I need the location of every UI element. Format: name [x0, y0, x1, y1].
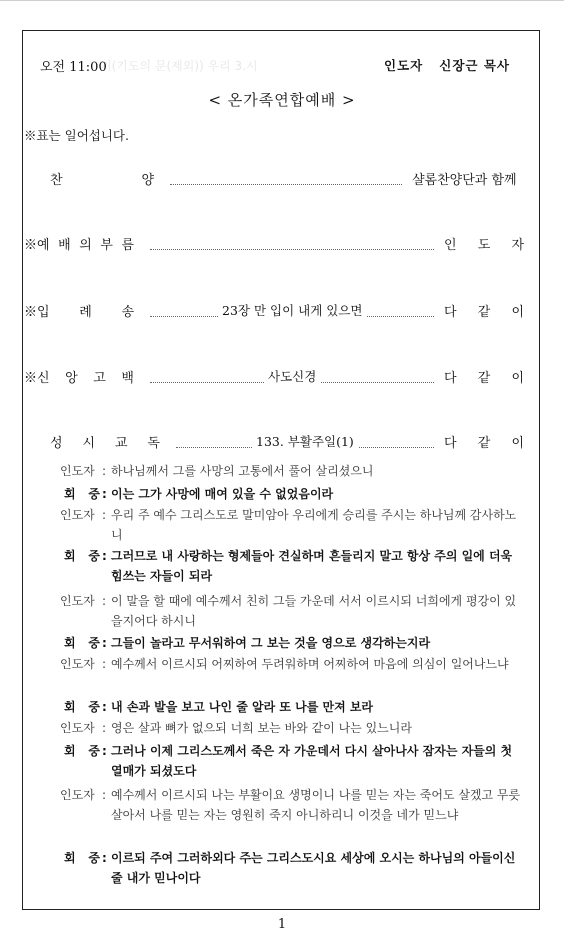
order-item-label-char: 양 [141, 173, 154, 188]
reading-text: 이는 그가 사망에 매여 있을 수 없었음이라 [111, 487, 334, 501]
reading-text: 예수께서 이르시되 나는 부활이요 생명이니 나를 믿는 자는 죽어도 살겠고 무릇 살아서 나를 믿는 자는 영원히 죽지 아니하리니 이것을 네가 믿느냐 [111, 788, 521, 822]
order-item-value [444, 432, 524, 451]
reading-text: 영은 살과 뼈가 없으되 너희 보는 바와 같이 나는 있느니라 [111, 721, 412, 735]
order-item-label-char: 의 [79, 238, 92, 253]
speaker-label [60, 654, 98, 674]
order-item-label-char: 독 [147, 436, 160, 451]
order-item-value-char: 같 [477, 436, 491, 451]
order-item-label-char: 시 [82, 436, 96, 451]
order-item-value-char: 이 [511, 305, 524, 320]
speaker-label-char: 중 [88, 549, 100, 563]
order-item-label-char: 례 [79, 305, 92, 320]
order-item-label-char: 름 [121, 238, 134, 253]
order-item-value-char: 다 [444, 436, 457, 451]
page-number: 1 [277, 917, 287, 932]
order-item-value-char: 도 [477, 238, 491, 253]
order-item-value-char: 이 [511, 371, 524, 386]
reading-text: 내 손과 발을 보고 나인 줄 알라 또 나를 만져 보라 [111, 700, 374, 714]
order-item-label-char: 부 [100, 238, 113, 253]
speaker-label-char: 중 [88, 700, 100, 714]
speaker-label [64, 546, 100, 566]
order-item-label-char: 앙 [65, 371, 78, 386]
order-item [24, 234, 524, 254]
top-rule [0, 0, 564, 1]
standing-note: ※표는 일어섭니다. [24, 128, 129, 143]
order-item [24, 367, 524, 387]
speaker-label [64, 697, 100, 717]
speaker-colon: : [102, 788, 107, 802]
order-item-label-char: 백 [121, 371, 134, 386]
speaker-colon: : [102, 744, 107, 758]
order-item [24, 432, 524, 452]
speaker-colon: : [102, 508, 107, 522]
speaker-colon: : [102, 657, 107, 671]
speaker-label-char: 중 [88, 636, 100, 650]
leader-dots [170, 168, 402, 185]
speaker-label [64, 484, 100, 504]
speaker-label [64, 848, 100, 868]
service-leader: 인도자 신장근 목사 [384, 58, 511, 73]
speaker-label-text: 인도자 [60, 721, 95, 735]
order-item-label [24, 234, 134, 253]
order-item-value-char: 자 [511, 238, 524, 253]
order-item-label-char: ※신 [24, 371, 50, 386]
order-item-label-char: 배 [58, 238, 71, 253]
order-item-value [412, 169, 524, 188]
speaker-label-char: 회 [64, 700, 76, 714]
speaker-label [60, 591, 98, 611]
speaker-label-char: 회 [64, 549, 76, 563]
order-item-value-char: 샬롬찬양단과 함께 [412, 173, 517, 188]
order-item-label-char: 성 [50, 436, 63, 451]
speaker-label [60, 785, 98, 805]
reading-text: 그러므로 내 사랑하는 형제들아 견실하며 흔들리지 말고 항상 주의 일에 더욱 힘쓰는 자들이 되라 [111, 549, 513, 583]
order-item-value-char: 인 [444, 238, 457, 253]
order-item-value [444, 367, 524, 386]
faint-header-text: 기(기도의 문(제외)) 우리 3.시 [100, 59, 258, 73]
order-item-value [444, 234, 524, 253]
speaker-label-char: 회 [64, 487, 76, 501]
speaker-colon: : [102, 721, 107, 735]
speaker-label-char: 중 [88, 851, 100, 865]
reading-text: 예수께서 이르시되 어찌하여 두려워하며 어찌하여 마음에 의심이 일어나느냐 [111, 657, 509, 671]
order-item-label-char: 고 [93, 371, 106, 386]
order-item-label [24, 367, 134, 386]
order-item-label [50, 169, 154, 188]
order-item-label-char: ※예 [24, 238, 50, 253]
speaker-label-text: 인도자 [60, 657, 95, 671]
speaker-colon: : [102, 636, 107, 650]
order-item-detail: 23장 만 입이 내게 있으면 [218, 301, 366, 319]
order-item-value-char: 다 [444, 305, 457, 320]
speaker-label-char: 회 [64, 636, 76, 650]
service-time: 오전 11:00 [40, 60, 107, 75]
order-item-label-char: ※입 [24, 305, 50, 320]
order-item-value-char: 같 [477, 371, 491, 386]
speaker-label [64, 741, 100, 761]
order-item-value-char: 이 [511, 436, 524, 451]
speaker-label-text: 인도자 [60, 508, 95, 522]
speaker-colon: : [102, 700, 107, 714]
speaker-colon: : [102, 487, 107, 501]
order-item-detail: 133. 부활주일(1) [252, 432, 358, 450]
order-item-value [444, 301, 524, 320]
leader-dots [150, 233, 434, 250]
order-item-value-char: 같 [477, 305, 491, 320]
speaker-label-char: 중 [88, 744, 100, 758]
speaker-colon: : [102, 851, 107, 865]
order-item-label [50, 432, 160, 451]
speaker-label [60, 461, 98, 481]
speaker-label-char: 중 [88, 487, 100, 501]
speaker-label-text: 인도자 [60, 594, 95, 608]
order-item-label [24, 301, 134, 320]
order-item [24, 301, 524, 321]
speaker-label-char: 회 [64, 744, 76, 758]
speaker-label-char: 회 [64, 851, 76, 865]
speaker-label [60, 718, 98, 738]
reading-text: 그러나 이제 그리스도께서 죽은 자 가운데서 다시 살아나사 잠자는 자들의 첫 열매가 되셨도다 [111, 744, 513, 778]
speaker-label [64, 633, 100, 653]
reading-text: 우리 주 예수 그리스도로 말미암아 우리에게 승리를 주시는 하나님께 감사하노니 [111, 508, 517, 542]
order-item-detail: 사도신경 [264, 367, 320, 385]
speaker-colon: : [102, 464, 107, 478]
speaker-label-text: 인도자 [60, 464, 95, 478]
service-title: < 온가족연합예배 > [208, 91, 356, 109]
order-item-label-char: 송 [121, 305, 134, 320]
reading-text: 하나님께서 그를 사망의 고통에서 풀어 살리셨으니 [111, 464, 374, 478]
order-item-label-char: 찬 [50, 173, 63, 188]
reading-text: 그들이 놀라고 무서워하여 그 보는 것을 영으로 생각하는지라 [111, 636, 431, 650]
speaker-colon: : [102, 549, 107, 563]
reading-text: 이르되 주여 그러하외다 주는 그리스도시요 세상에 오시는 하나님의 아들이신 줄 내가 믿나이다 [111, 851, 516, 885]
order-item [24, 169, 524, 189]
order-item-value-char: 다 [444, 371, 457, 386]
speaker-colon: : [102, 594, 107, 608]
speaker-label-text: 인도자 [60, 788, 95, 802]
order-item-label-char: 교 [114, 436, 128, 451]
speaker-label [60, 505, 98, 525]
reading-text: 이 말을 할 때에 예수께서 친히 그들 가운데 서서 이르시되 너희에게 평강이 있을지어다 하시니 [111, 594, 517, 628]
